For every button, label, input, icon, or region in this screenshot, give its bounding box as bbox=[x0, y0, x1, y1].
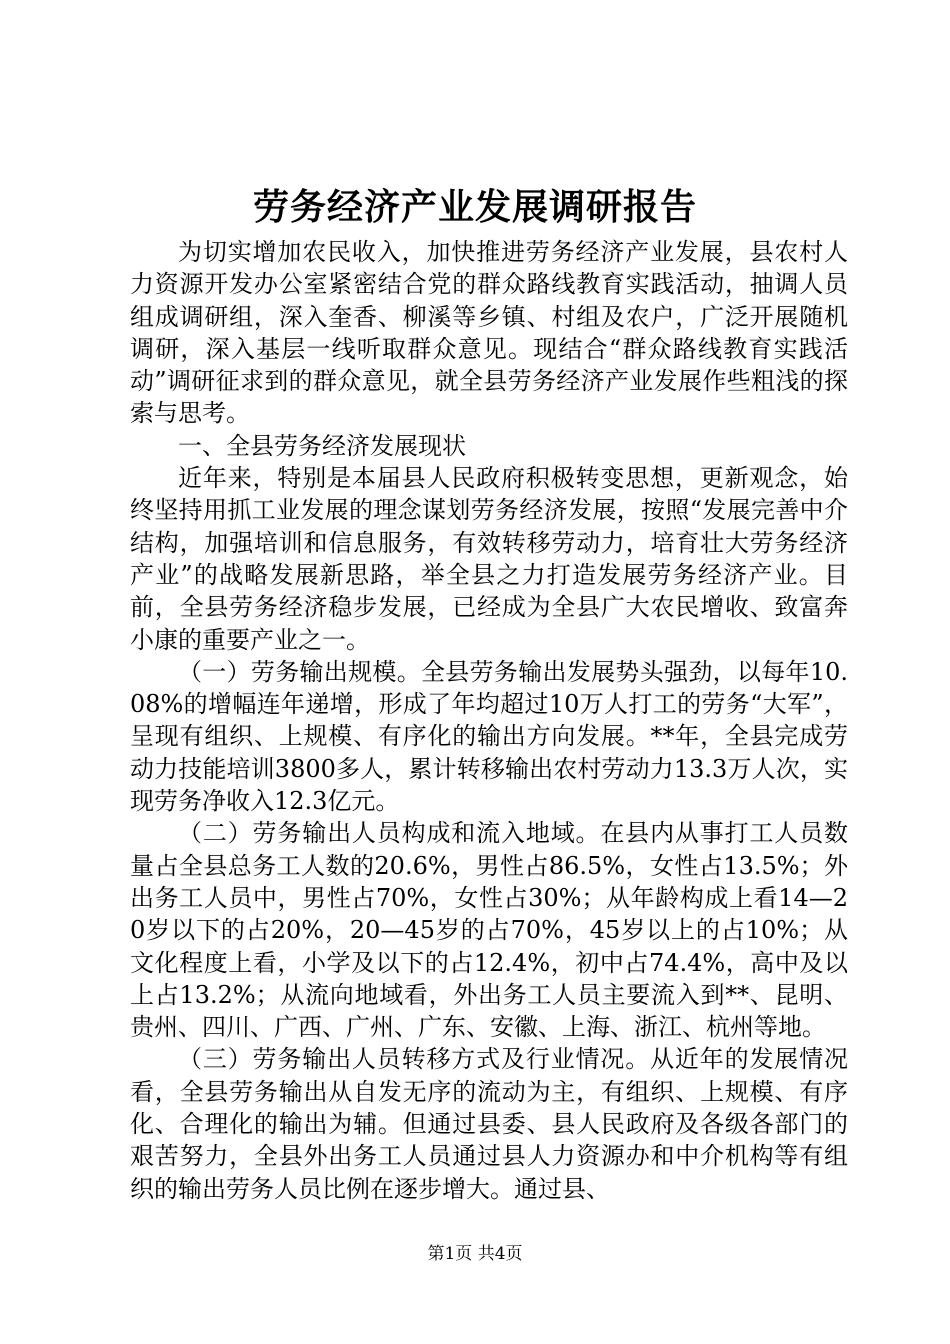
document-body bbox=[130, 236, 848, 1205]
document-title: 劳务经济产业发展调研报告 bbox=[252, 186, 697, 228]
page-footer: 第1页 共4页 bbox=[427, 1244, 523, 1264]
section-heading: 一、全县劳务经济发展现状 bbox=[178, 431, 466, 460]
intro-paragraph: 为切实增加农民收入，加快推进劳务经济产业发展，县农村人力资源开发办公室紧密结合党的群众路线教育实践活动，抽调人员组成调研组，深入奎香、柳溪等乡镇、村组及农户，广泛开展随机调研，深入基层一线听取群众意见。现结合“群众路线教育实践活动”调研征求到的群众意见，就全县劳务经济产业发展作些粗浅的探索与思考。 bbox=[130, 238, 848, 428]
body-paragraph: （三）劳务输出人员转移方式及行业情况。从近年的发展情况看，全县劳务输出从自发无序的流动为主，有组织、上规模、有序化、合理化的输出为辅。但通过县委、县人民政府及各级各部门的艰苦努力，全县外出务工人员通过县人力资源办和中介机构等有组织的输出劳务人员比例在逐步增大。通过县、 bbox=[130, 1045, 848, 1203]
body-paragraph: （一）劳务输出规模。全县劳务输出发展势头强劲，以每年10.08%的增幅连年递增，形成了年均超过10万人打工的劳务“大军”，呈现有组织、上规模、有序化的输出方向发展。**年，全县完成劳动力技能培训3800多人，累计转移输出农村劳动力13.3万人次，实现劳务净收入12.3亿元。 bbox=[130, 657, 848, 816]
body-paragraph: （二）劳务输出人员构成和流入地域。在县内从事打工人员数量占全县总务工人数的20.6%，男性占86.5%，女性占13.5%；外出务工人员中，男性占70%，女性占30%；从年龄构成上看14—20岁以下的占20%，20—45岁的占70%，45岁以上的占10%；从文化程度上看，小学及以下的占12.4%，初中占74.4%，高中及以上占13.2%；从流向地域看，外出务工人员主要流入到**、昆明、贵州、四川、广西、广州、广东、安徽、上海、浙江、杭州等地。 bbox=[130, 819, 848, 1042]
body-paragraph: 近年来，特别是本届县人民政府积极转变思想，更新观念，始终坚持用抓工业发展的理念谋划劳务经济发展，按照“发展完善中介结构，加强培训和信息服务，有效转移劳动力，培育壮大劳务经济产业”的战略发展新思路，举全县之力打造发展劳务经济产业。目前，全县劳务经济稳步发展，已经成为全县广大农民增收、致富奔小康的重要产业之一。 bbox=[130, 464, 848, 654]
